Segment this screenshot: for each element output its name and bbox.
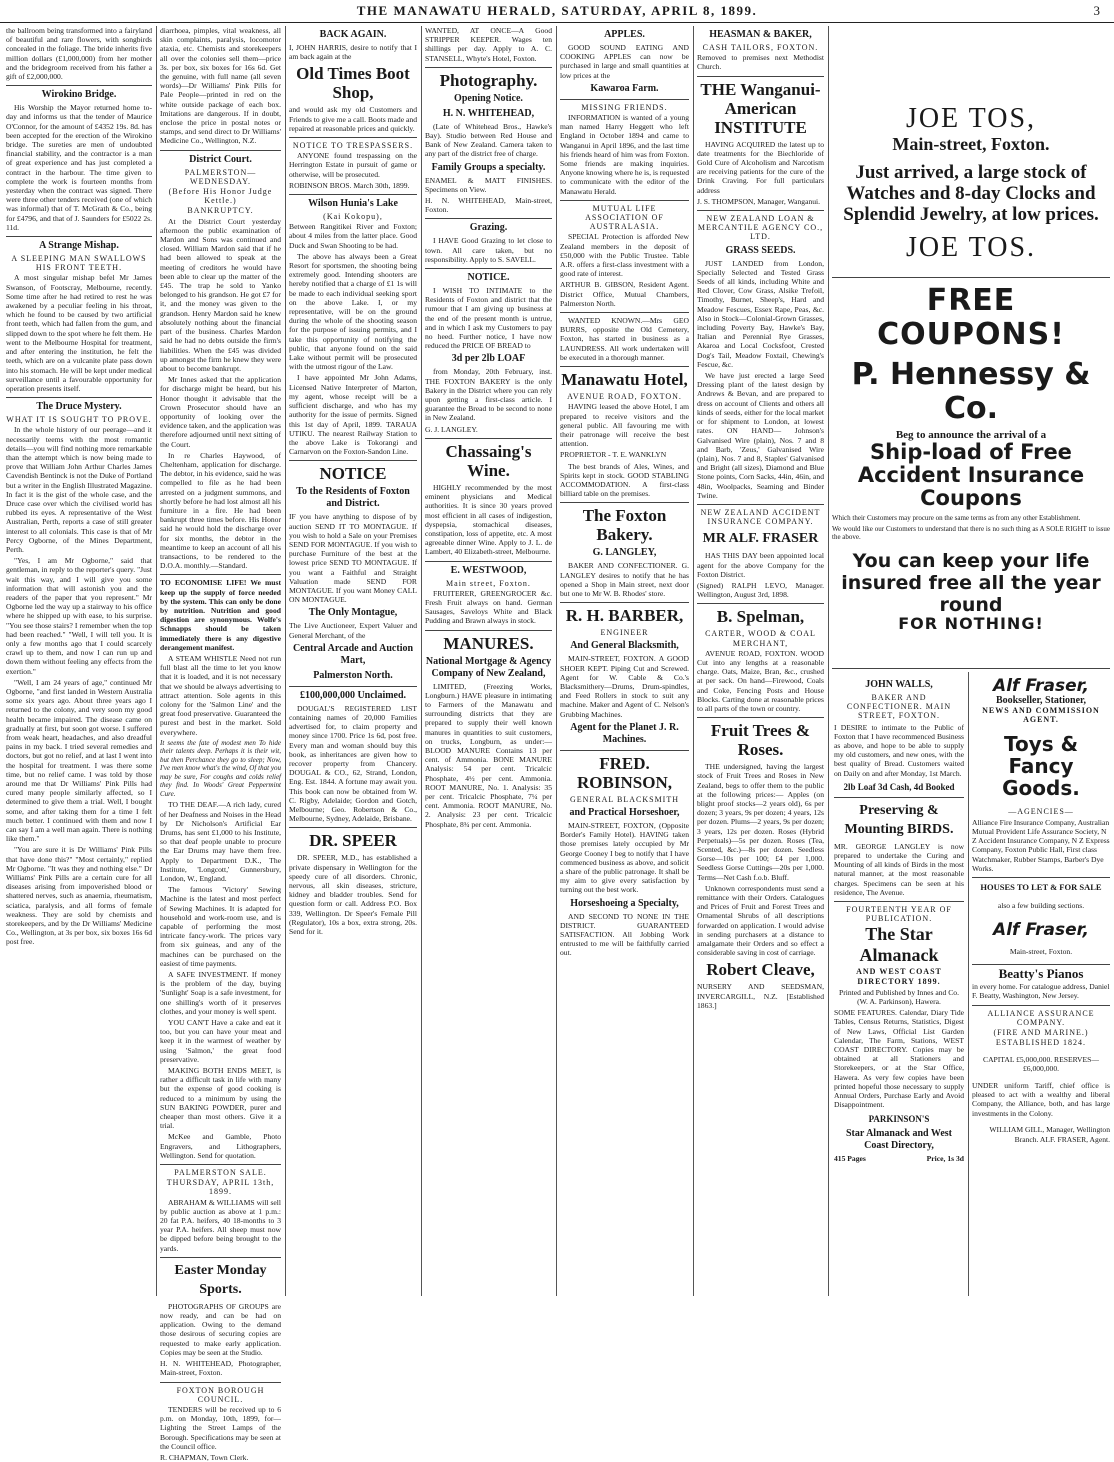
advert-text: CAPITAL £5,000,000. RESERVES—£6,000,000.	[983, 1055, 1099, 1074]
article-text: "Well, I am 24 years of age," continued Mr Ogborne, "and first landed in Western Australia some six years ago. About three years ago I returned to the colony, and very soon my good health became impaired. The disease came on gradually at first, but soon got worse. I suffered from weak heart, headaches, and also dreadful pains in my back. I tried several remedies and doctors, but got no relief, and at last I went into the hospital for treatment. I was there some time, but no relief came. I was told by those around me that Dr Williams' Pink Pills had cured many people similarly affected, so I determined to give them a trial. Well, I bought some, and after taking them for a time I felt much better. I continued with them and now I can say I am a well man again. There is nothing like them."	[6, 677, 152, 844]
article-text: the ballroom being transformed into a fairyland of beautiful and rare flowers, with songbirds concealed in the foliage. The bride inherits five million dollars (£1,000,000) from her mother and the bridegroom received from his father a gift of £2,000,000.	[6, 26, 152, 82]
advert-subheading: CARTER, WOOD & COAL MERCHANT,	[705, 629, 816, 648]
advert-text: Removed to premises next Methodist Church.	[697, 53, 824, 72]
column-rule	[828, 26, 829, 1296]
advert-subheading: (Kai Kokopu),	[323, 212, 383, 222]
advert-text: Between Rangitikei River and Foxton; about 4 miles from the latter place. Good Duck and Swan Shooting to be had.	[289, 222, 417, 250]
advert-text: WANTED, AT ONCE—A Good STRIPPER KEEPER. Wages ten shillings per day. Apply to A. C. STANSELL, Whyte's Hotel, Foxton.	[425, 26, 552, 63]
advert-text: (Late of Whitehead Bros., Hawke's Bay). Studio between Red House and Bank of New Zealand. Camera taken to any part of the district free of charge.	[425, 121, 552, 159]
article-subheading: WHAT IT IS SOUGHT TO PROVE.	[6, 415, 152, 425]
hennessy-nothing: FOR NOTHING!	[898, 613, 1044, 633]
advert-heading: And General Blacksmith,	[570, 640, 679, 652]
advert-heading: DR. SPEER	[309, 831, 397, 851]
advert-heading: Agent for the Planet J. R. Machines.	[570, 721, 679, 745]
column-3	[289, 26, 417, 1296]
advert-text: I HAVE Good Grazing to let close to town. All care taken, but no responsibility. Apply to S. SAVELL.	[425, 236, 552, 264]
article-text: A most singular mishap befel Mr James Swanson, of Footscray, Melbourne, recently. Some time after he had retired to rest he was awakened by a peculiar feeling in his throat, which he found to be caused by two artificial front teeth, which had fallen from the gum, and slipped down to the spot where he felt them. He went to the Melbourne Hospital for treatment, and after entering the institution, he felt the teeth, which are on a vulcanite plate pass down into his stomach. He will be kept under medical surveillance until a favourable opportunity for operation presents itself.	[6, 273, 152, 393]
page-number: 3	[1093, 3, 1100, 18]
advert-heading: GRASS SEEDS.	[725, 244, 796, 256]
advert-text: GOOD SOUND EATING AND COOKING APPLES can now be purchased in large and small quantities at low prices at the	[560, 43, 689, 80]
column-4	[425, 26, 552, 1296]
advert-heading: Beatty's Pianos	[998, 966, 1084, 982]
article-text: diarrhoea, pimples, vital weakness, all skin complaints, paralysis, locomotor ataxia, etc. Chemists and storekeepers all over the colonies sell them—price 3s. per box, six boxes for 16s 6d. Get the genuine, with full name (all seven words)—Dr Williams' Pink Pills for Pale People—printed in red on the white outside package of each box. Imitations are dangerous. If in doubt, enclose the price in postal notes or stamps, and send direct to Dr Williams' Medicine Co., Wellington, N.Z.	[160, 26, 281, 146]
article-heading: The Druce Mystery.	[36, 401, 122, 413]
advert-heading: Fruit Trees & Roses.	[710, 721, 811, 760]
advert-heading: National Mortgage & Agency Company of New Zealand,	[425, 655, 552, 679]
advert-text: I DESIRE to intimate to the Public of Foxton that I have recommenced Business as above, and hope to be able to supply my old customers, and new ones, with the best quality of Bread. Customers waited on Daily on and after Monday, 1st March.	[834, 722, 964, 778]
column-rule	[285, 26, 286, 1296]
advert-heading: BACK AGAIN.	[319, 29, 387, 40]
joe-tos-address: Main-street, Foxton.	[892, 134, 1050, 154]
advert-subheading: —AGENCIES—	[1008, 806, 1074, 816]
advert-text: DOUGAL'S REGISTERED LIST containing names of 20,000 Families advertised for, to claim property and money since 1700. Price 1s 6d, post free. Every man and woman should buy this book, as inheritances are given how to recover property from Chancery. DOUGAL & CO., 62, Strand, London, Eng. Est. 1844. A fortune may await you. This book can now be obtained from W. C. Rigby, Adelaide; Gordon and Gotch, Melbourne; Geo. Robertson & Co., Melbourne, Sydney, Adelaide, Brisbane.	[289, 703, 417, 824]
advert-text: We have just erected a large Seed Dressing plant of the latest design by Andrews & Bevan, and are prepared to dress on account of Clients and others all kinds of seeds, either for the local market or for shipment to London, at lowest rates. ON HAND— Johnson's Galvanised Wire (plain), Nos. 7 and 8 and Barb, 'Zeus,' Galvanised Wire (plain), Nos. 7 and 8, Staples' Galvanised and Bright (all sizes), Diamond and Blue Stone points, Corn Sacks, 44in, 46in, and 48in, Woolpacks, Seaming and Binder Twine.	[697, 371, 824, 500]
article-text: His Worship the Mayor returned home to-day and informs us that the tender of Maurice O'Connor, for the amount of £4352 19s. 8d. has been accepted for the erection of the Wirokino bridge. The sureties are men of undoubted financial stability, and the contractor is a man of great experience and has just completed a contract in the harbour. The time given to complete the work is fourteen months from yesterday when the contract was signed. There were three other tenders received (one of which was informal) that of T. McGrath & Co., being for £4796, and that of J. Saunders for £5022 2s. 11d.	[6, 103, 152, 232]
advert-text: I WISH TO INTIMATE to the Residents of Foxton and district that the rumour that I am giving up business at the end of the present month is untrue, and in which I ask my Customers to pay no heed. Further notice, I have now reduced the PRICE OF BREAD to	[425, 286, 552, 351]
advert-text: from Monday, 20th February, inst. THE FOXTON BAKERY is the only Bakery in the District where you can rely upon getting a first-class article. I guarantee the Bread to be second to none in New Zealand.	[425, 367, 552, 423]
masthead	[0, 0, 1114, 23]
advert-heading: Alf Fraser,	[993, 676, 1089, 696]
advert-heading: 3d per 2lb LOAF	[451, 353, 526, 365]
advert-text: I, JOHN HARRIS, desire to notify that I am back again at the	[289, 43, 417, 62]
advert-heading: NOTICE.	[467, 272, 510, 284]
advert-text: The Live Auctioneer, Expert Valuer and General Merchant, of the	[289, 621, 417, 640]
advert-text: MR. GEORGE LANGLEY is now prepared to undertake the Curing and Mounting of all kinds of Birds in the most natural manner, at the most reasonable charges. Specimens can be seen at his residence, The Avenue.	[834, 841, 964, 897]
advert-heading: JOHN WALLS,	[865, 679, 933, 690]
advert-subheading: CASH TAILORS, FOXTON.	[702, 43, 819, 52]
advert-text: The famous 'Victory' Sewing Machine is the latest and most perfect of Sewing Machines. It is adapted for household and work-room use, and is capable of performing the most intricate fancy-work. The prices vary from six guineas, and any of the machines can be purchased on the easiest of time payments.	[160, 885, 281, 968]
advert-text: Main-street, Foxton.	[1009, 947, 1073, 957]
advert-subheading: ESTABLISHED 1824.	[995, 1038, 1087, 1048]
hennessy-beg: Beg to announce the arrival of a	[895, 429, 1047, 441]
advert-text: ENAMEL & MATT FINISHES. Specimens on View.	[425, 175, 552, 194]
article-heading: Wirokino Bridge.	[41, 89, 117, 101]
advert-text: FRUITERER, GREENGROCER &c. Fresh Fruit always on hand. German Sausages, Saveloys White and Black Pudding and Brawn always in stock.	[425, 588, 552, 626]
advert-subheading: Main street, Foxton.	[446, 578, 531, 588]
advert-text: AND SECOND TO NONE IN THE DISTRICT. GUARANTEED SATISFACTION. All Jobbing Work entrusted to me will be faithfully carried out.	[560, 911, 689, 958]
advert-heading: Robert Cleave,	[706, 960, 815, 980]
advert-signature: H. N. WHITEHEAD, Photographer, Main-street, Foxton.	[160, 1359, 281, 1378]
advert-heading: MANURES.	[443, 633, 534, 653]
advert-heading: MR ALF. FRASER	[702, 531, 819, 547]
advert-heading: PALMERSTON SALE.	[174, 1168, 267, 1178]
article-text: At the District Court yesterday afternoon the public examination of Mardon and Sons was continued and closed. William Mardon said that if he had been allowed to speak at the meeting of creditors he would have been able to clear up the matter of the £45. The trap he sold to Yanko belonged to his grandson. He got £7 for it, and the money was given to the grandson. Henry Mardon said he knew absolutely nothing about the financial part of the business. Charles Mardon said he had no debts outside the firm's liabilities. When the £45 was divided up amongst the firm he knew they were about to become bankrupt.	[160, 216, 281, 373]
column-2	[160, 26, 281, 1462]
advert-subheading: GENERAL BLACKSMITH	[569, 794, 680, 804]
advert-text: SOME FEATURES. Calendar, Diary Tide Tables, Census Returns, Statistics, Digest of New Laws, Official List Garden Calendar, The Farm, Stations, WEST COAST DIRECTORY. Copies may be obtained at all Stationers and Storekeepers, or at the Star Office, Hawera. As very few copies have been printed hopeful those necessary to supply Annual Orders, Purchase Early and Avoid Disappointment.	[834, 1008, 964, 1110]
advert-heading: Central Arcade and Auction Mart,	[292, 642, 414, 666]
advert-text: in every home. For catalogue address, Daniel F. Beatty, Washington, New Jersey.	[972, 982, 1110, 1001]
advert-text: JUST LANDED from London, Specially Selected and Tested Grass Seeds of all kinds, including White and Red Clover, Cow Grass, Alsike Trefoil, Timothy, Burnet, Sheep's, Hard and Meadow Fescues, Essex Rape, Peas, &c. Also in Stock—Colonial-Grown Grasses, including Poverty Bay, Hawke's Bay, Italian and Perennial Rye Grasses, Akaroa and Local Cocksfoot, Crested Dog's Tail, Meadow Foxtail, Chewing's Fescue, &c.	[697, 258, 824, 369]
advert-signature: R. CHAPMAN, Town Clerk.	[160, 1452, 249, 1462]
advert-heading: ALLIANCE ASSURANCE COMPANY.	[987, 1008, 1095, 1027]
advert-heading: Grazing.	[469, 222, 508, 234]
advert-text: The above has always been a Great Resort for sportsmen, the shooting being extremely good. Intending shooters are hereby notified that a charge of £1 1s will be made to each individual seeking sport on the above Lake. I, or my representative, will be on the ground during the whole of the shooting season for the purpose of issuing permits, and I take this opportunity of notifying the public, that anyone found on the said Lake without permit will be prosecuted with the utmost rigour of the Law.	[289, 251, 417, 372]
advert-heading: Toys & Fancy Goods.	[1002, 731, 1080, 800]
newspaper-title: THE MANAWATU HERALD, SATURDAY, APRIL 8, 1899.	[356, 3, 758, 18]
advert-text: Price, 1s 3d	[926, 1153, 964, 1163]
advert-heading: NOTICE TO TRESPASSERS.	[292, 141, 414, 151]
joe-tos-text: Just arrived, a large stock of Watches and 8-day Clocks and Splendid Jewelry, at low prices.	[843, 162, 1099, 225]
advert-poem: It seems the fate of modest men To hide their talents deep. Perhaps it is their wit, but then Perchance they go to sleep; Now, I've men know what's the wind, Of that you may be sure, For coughs and colds relief they find. In Woods' Great Peppermint Cure.	[160, 738, 281, 798]
column-rule	[968, 672, 969, 1296]
advert-text: I have appointed Mr John Adams, Licensed Native Interpreter of Marton, my agent, whose receipt will be a sufficient discharge, and who has my authority for the issue of permits. Signed this 1st day of April, 1899. TARAUA UTIKU. The nearest Railway Station to the above Lake is Tokorangi and Carnarvon on the Foxton-Sandon Line.	[289, 373, 417, 457]
advert-text: UNDER uniform Tariff, chief office is pleased to act with a wealthy and liberal Company, the Alliance, both, and has large investments in the Colony.	[972, 1081, 1110, 1118]
advert-signature: H. N. WHITEHEAD, Main-street, Foxton.	[425, 196, 552, 215]
advert-heading: B. Spelman,	[716, 607, 805, 627]
advert-text: YOU CAN'T Have a cake and eat it too, but you can have your meat and keep it in the warmest of weather by using 'Salmon,' the great food preservative.	[160, 1018, 281, 1064]
article-text: Mr Innes asked that the application for discharge might be heard, but his Honor thought it advisable that the Crown Prosecutor should have an opportunity of looking over the evidence taken, and the application was therefore adjourned until next sitting of the Court.	[160, 375, 281, 449]
advert-text: IF you have anything to dispose of by auction SEND IT TO MONTAGUE. If you wish to hold a Sale on your Premises SEND FOR MONTAGUE. If you wish to purchase Furniture of the best at the lowest price SEND TO MONTAGUE. If you want a Faithful and Straight Valuation made SEND FOR MONTAGUE. If you want Money CALL ON MONTAGUE.	[289, 512, 417, 605]
advert-heading: G. LANGLEY,	[592, 547, 657, 559]
column-7b	[972, 676, 1110, 1296]
article-heading: District Court.	[189, 153, 252, 165]
advert-text: HAVING leased the above Hotel, I am prepared to receive visitors and the general public. All favouring me with their patronage will receive the best attention.	[560, 402, 689, 449]
advert-text: WANTED KNOWN.—Mrs GEO BURRS, opposite the Old Cemetery, Foxton, has started in business as a LAUNDRESS. All work undertaken will be executed in a thorough manner.	[560, 316, 689, 362]
advert-heading: Photography.	[439, 70, 538, 90]
advert-text: Printed and Published by Innes and Co. (W. A. Parkinson), Hawera.	[838, 987, 959, 1007]
advert-heading: H. N. WHITEHEAD,	[442, 107, 535, 119]
advert-text: TO THE DEAF.—A rich lady, cured of her Deafness and Noises in the Head by Dr Nicholson's Artificial Ear Drums, has sent £1,000 to his Institute, so that deaf people unable to procure the Ear Drums may have them free. Apply to Department D.K., The Institute, 'Longcott,' Gunnersbury, London, W., England.	[160, 800, 281, 883]
advert-heading: Kawaroa Farm.	[590, 82, 659, 94]
joe-tos-heading: JOE TOS,	[905, 103, 1037, 134]
article-text: In re Charles Haywood, of Cheltenham, application for discharge. The debtor, in his evidence, said he was compelled to file as he had been arrested on a judgment summons, and shortly before he had lost almost all his furniture in a fire. He had been bankrupt three times before. His Honor said he would hold the discharge over for six months, the debtor in the meantime to keep an account of all his transactions, to be rendered to the D.O.A. monthly.—Standard.	[160, 450, 281, 571]
advert-text: BAKER AND CONFECTIONER. G. LANGLEY desires to notify that he has opened a Shop in Main street, next door but one to Mr W. B. Rhodes' store.	[560, 561, 689, 598]
advert-subheading: AND WEST COAST DIRECTORY 1899.	[856, 967, 942, 986]
advert-heading: Star Almanack and West Coast Directory,	[845, 1127, 953, 1151]
advert-text: The best brands of Ales, Wines, and Spirits kept in stock. GOOD STABLING ACCOMMODATION. A first-class billiard table on the premises.	[560, 461, 689, 499]
advert-heading: PARKINSON'S	[868, 1113, 930, 1124]
article-subheading: A SLEEPING MAN SWALLOWS HIS FRONT TEETH.	[11, 254, 147, 273]
advert-text: DR. SPEER, M.D., has established a private dispensary in Wellington for the speedy cure of all disorders. Chronic, nervous, all skin diseases, stricture, kidney and bladder troubles. Send for question form or call. Address P.O. Box 339, Wellington. Dr Speer's Female Pill (Regulator), 10s a box, extra strong, 20s. Send for it.	[289, 853, 417, 937]
advert-heading: £100,000,000 Unclaimed.	[299, 689, 407, 701]
advert-heading: Alf Fraser,	[993, 919, 1089, 940]
advert-text: TO ECONOMISE LIFE! We must keep up the supply of force needed by the system. This can only be done by nutrition. Nutrition and good digestion are synonymous. Wolfe's Schnapps should be taken immediately there is any digestive derangement manifest.	[160, 578, 281, 652]
hennessy-we: We would like our Customers to understand that there is no such thing as A SOLE RIGHT to issue the above.	[832, 524, 1110, 541]
advert-heading: APPLES.	[604, 29, 645, 40]
hennessy-heading: P. Hennessy & Co.	[851, 357, 1091, 426]
advert-text: also a few building sections.	[997, 900, 1085, 910]
advert-heading: Palmerston North.	[313, 669, 393, 681]
advert-text: TENDERS will be received up to 6 p.m. on Monday, 10th, 1899, for—Lighting the Street Lamps of the Borough. Specifications may be seen at the Council office.	[160, 1404, 281, 1451]
advert-heading: THURSDAY, APRIL 13th, 1899.	[166, 1178, 275, 1197]
advert-heading: Wilson Hunia's Lake	[308, 198, 398, 210]
advert-heading: HOUSES TO LET & FOR SALE	[980, 882, 1102, 893]
advert-heading: NEW ZEALAND LOAN & MERCANTILE AGENCY CO., LTD.	[697, 214, 824, 242]
hennessy-which: Which their Customers may procure on the same terms as from any other Establishment.	[832, 514, 1081, 522]
advert-text: McKee and Gamble, Photo Engravers, and Lithographers, Wellington. Send for quotation.	[160, 1132, 281, 1160]
advert-text: HAVING ACQUIRED the latest up to date treatments for the Biechloride of Gold Cure of Alcoholism and Narcotism are receiving patients for the cure of the Drink Craving. For full particulars address	[697, 139, 824, 195]
advert-text: MAIN-STREET, FOXTON, (Opposite Border's Family Hotel). HAVING taken those premises lately occupied by Mr George Cooney I beg to notify that I have commenced business as above, and solicit a share of the public patronage. It shall be my aim to give every satisfaction by turning out the best work.	[560, 820, 689, 895]
advert-subheading: NEWS AND COMMISSION AGENT.	[982, 706, 1100, 725]
advert-subheading: BAKER AND CONFECTIONER. MAIN STREET, FOXTON.	[846, 693, 952, 721]
joe-tos-footer: JOE TOS.	[905, 232, 1037, 263]
hennessy-life: You can keep your life insured free all the year round	[841, 549, 1101, 616]
article-subheading: BANKRUPTCY.	[187, 206, 254, 216]
free-coupons-heading: FREE COUPONS!	[877, 283, 1065, 352]
advert-text: 415 Pages	[834, 1153, 866, 1163]
article-text: In the whole history of our peerage—and it necessarily teems with the most romantic details—you will find nothing more remarkable than the attempt which is now being made to prove that William John Arthur Charles James Cavendish Bentinck is not the Duke of Portland but a writer in the English Illustrated Magazine. In fact it is the gist of the whole case, and the Druce case over which the civilised world has rubbed its eyes. A representative of the West Australian, Perth, reports a case of still greater interest to all colonials. This case is that of Mr Percy Ogborne, of the Mines Department, Perth.	[6, 425, 152, 554]
column-rule	[421, 26, 422, 1296]
advert-heading: THE Wanganui-American INSTITUTE	[700, 79, 821, 137]
article-heading: A Strange Mishap.	[39, 240, 119, 252]
advert-heading: The Foxton Bakery.	[582, 506, 667, 545]
advert-subheading: AVENUE ROAD, FOXTON.	[567, 392, 682, 402]
advert-subheading: FOURTEENTH YEAR OF PUBLICATION.	[846, 905, 952, 924]
advert-heading: 2lb Loaf 3d Cash, 4d Booked	[843, 781, 955, 792]
advert-text: PHOTOGRAPHS OF GROUPS are now ready, and can be had on application. Owing to the demand those desirous of securing copies are requested to make early application. Copies may be seen at the Studio.	[160, 1301, 281, 1357]
advert-text: LIMITED, (Freezing Works, Longburn.) HAVE pleasure in intimating to Farmers of the Manawatu and surrounding districts that they are prepared to supply their well known manures in quantities to suit customers, on trucks, Longburn, as under:— BLOOD MANURE Contains 13 per cent. of Ammonia. BONE MANURE Analysis: 54 per cent. Tricalcic Phosphate, 4½ per cent. Ammonia. ROOT MANURE, No. 1. Analysis: 35 per cent. Tricalcic Phosphate, 7¼ per cent. Ammonia. ROOT MANURE, No. 2. Analysis: 23 per cent. Tricalcic Phosphate, 8¾ per cent. Ammonia.	[425, 681, 552, 829]
advert-text: Alliance Fire Insurance Company, Australian Mutual Provident Life Assurance Society, N Z Accident Insurance Company, N Z Express Company, Foxton Public Hall, First class Watchmaker, Rubber Stamps, Barber's Dye Works.	[972, 817, 1110, 873]
advert-heading: To the Residents of Foxton and District.	[296, 486, 410, 510]
advert-heading: HEASMAN & BAKER,	[709, 29, 812, 40]
advert-heading: Chassaing's Wine.	[445, 441, 532, 480]
advert-text: A STEAM WHISTLE Need not run full blast all the time to let you know that it is loaded, and it is not necessary that we should be always advertising to attract attention. Sole agents in this colony for the 'Salmon Line' and the great food preservative. Guaranteed the purest and best in the market. Sold everywhere.	[160, 654, 281, 737]
advert-heading: Preserving & Mounting BIRDS.	[844, 802, 954, 837]
advert-heading: Family Groups a specialty.	[431, 161, 546, 173]
advert-heading: FRED. ROBINSON,	[577, 753, 672, 792]
column-rule	[556, 26, 557, 1296]
advert-text: MAIN-STREET, FOXTON. A GOOD SHOER KEPT. Piping Cut and Screwed. Agent for W. Cable & Co.'s Blacksmithery—Drums, Drum-spindles, and Feed Rollers in stock to suit any machine. Maker and Agent of C. Nelson's Grubbing Machines.	[560, 654, 689, 719]
advert-signature: G. J. LANGLEY.	[425, 424, 478, 434]
advert-signature: (Signed) RALPH LEVO, Manager. Wellington, August 3rd, 1898.	[697, 580, 824, 600]
advert-text: and would ask my old Customers and Friends to give me a call. Boots made and repaired at reasonable prices and quickly.	[289, 105, 417, 133]
advert-heading: Horseshoeing a Specialty,	[570, 897, 679, 909]
column-7a	[834, 676, 964, 1296]
article-subheading: (Before His Honor Judge Kettle.)	[168, 187, 273, 206]
advert-heading: MISSING FRIENDS.	[581, 102, 668, 112]
advert-signature: J. S. THOMPSON, Manager, Wanganui.	[697, 196, 821, 206]
column-rule	[156, 26, 157, 1296]
advert-heading: NOTICE	[319, 464, 387, 484]
advert-heading: and Practical Horseshoer,	[569, 806, 680, 818]
advert-heading: Manawatu Hotel,	[561, 370, 688, 390]
advert-heading: NEW ZEALAND ACCIDENT INSURANCE COMPANY.	[700, 507, 821, 527]
column-6	[697, 26, 824, 1296]
advert-text: AVENUE ROAD, FOXTON. WOOD Cut into any lengths at a reasonable charge. Oats, Maize, Bran, &c., crushed at per sack. On hand—Firewood, Coals and Coke, Fencing Posts and House Blocks. Carting done at reasonable prices to all parts of the town or country.	[697, 648, 824, 713]
advert-heading: MUTUAL LIFE ASSOCIATION OF AUSTRALASIA.	[585, 203, 664, 232]
column-rule	[693, 26, 694, 1296]
advert-signature: PROPRIETOR - T. E. WANKLYN	[560, 450, 667, 460]
hennessy-ship: Ship-load of Free Accident Insurance Coupons	[857, 440, 1085, 510]
advert-heading: Bookseller, Stationer,	[995, 695, 1087, 706]
advert-heading: The Star Almanack	[859, 924, 939, 966]
advert-text: ANYONE found trespassing on the Herrington Estate in pursuit of game or otherwise, will be prosecuted.	[289, 151, 417, 179]
advert-heading: The Only Montague,	[308, 607, 398, 619]
column-1	[6, 26, 152, 1296]
advert-text: HIGHLY recommended by the most eminent physicians and Medical authorities. It is since 30 years proved most efficient in all cases of indigestion, dyspepsia, stomachical diseases, constipation, loss of appetite, etc. A most agreeable dinner Wine. Apply to J. L. de Lambert, 40 Elizabeth-street, Melbourne.	[425, 482, 552, 557]
advert-heading: R. H. BARBER,	[565, 606, 684, 626]
advert-heading: Opening Notice.	[454, 92, 523, 104]
advert-text: A SAFE INVESTMENT. If money is the problem of the day, buying 'Sunlight' Soap is a safe investment, for one shilling's worth of it preserves clothes, and your money is well spent.	[160, 969, 281, 1016]
article-subheading: PALMERSTON—WEDNESDAY.	[184, 167, 257, 186]
advert-text: INFORMATION is wanted of a young man named Harry Heggett who left England in October 1894 and came to Wanganui in April 1896, and the last time his friends heard of him was from Foxton. Some friends are making inquiries. Anyone knowing where he is, is requested to communicate with the editor of the Manawatu Herald.	[560, 113, 689, 196]
article-text: "You are sure it is Dr Williams' Pink Pills that have done this?" "Most certainly," replied Mr Ogborne. "It was they and nothing else." Dr Williams' Pink Pills are a certain cure for all diseases arising from impoverished blood or shattered nerves, such as anaemia, rheumatism, sciatica, paralysis, and all forms of female weakness. They are sold by chemists and storekeepers, and by the Dr Williams' Medicine Co., Wellington, at 3s per box, six boxes 16s 6d post free.	[6, 845, 152, 947]
advert-signature: WILLIAM GILL, Manager, Wellington Branch. ALF. FRASER, Agent.	[989, 1125, 1110, 1144]
article-text: "Yes, I am Mr Ogborne," said that gentleman, in reply to the reporter's query. "Just wait this way, and I will give you some information that will astonish you and the readers of the paper that you represent." Mr Ogborne led the way up a stairway to his office where he shipped up with ease, to his surprise. "You see those stairs? I remember when the top had been reached." "Well, I will tell you. It is only a few months ago that I could scarcely crawl up to them, and now I can run up and down them without feeling any effects from the exertion."	[6, 556, 152, 676]
advert-text: NURSERY AND SEEDSMAN, INVERCARGILL, N.Z. [Established 1863.]	[697, 982, 824, 1010]
advert-signature: ROBINSON BROS. March 30th, 1899.	[289, 180, 410, 190]
advert-text: THE undersigned, having the largest stock of Fruit Trees and Roses in New Zealand, begs to offer them to the public at the following prices:— Apples (on blight proof stocks—2 years old), 6s per dozen; 3 years, 9s per dozen; 4 years, 12s per dozen. Plums—2 years, 9s per dozen; 3 years, 12s per dozen. Roses (Hybrid Perpetuals)—5s per dozen. Roses (Tea, Scented, &c.)—8s per dozen. Seedless Gorse—10s per 100; £4 per 1,000. Seedless Gorse Cuttings—20s per 1,000. Terms—Net Cash f.o.b. Bluff.	[697, 762, 824, 882]
advert-signature: ARTHUR B. GIBSON, Resident Agent. District Office, Mutual Chambers, Palmerston North.	[560, 280, 689, 308]
advert-heading: Easter Monday Sports.	[174, 1262, 267, 1297]
advert-text: MAKING BOTH ENDS MEET, is rather a difficult task in life with many but the expense of good cooking is reduced to a minimum by using the SUN BAKING POWDER, purer and cheaper than most others. Give it a trial.	[160, 1066, 281, 1131]
advert-text: ABRAHAM & WILLIAMS will sell by public auction as above at 1 p.m.: 20 fat P.A. heifers, 40 18-months to 3 year P.A. heifers. All sheep must now be dipped before being brought to the yards.	[160, 1197, 281, 1253]
advert-heading: E. WESTWOOD,	[450, 564, 527, 576]
advert-text: SPECIAL Protection is afforded New Zealand members in the deposit of £50,000 with the Public Trustee. Table A.R. offers a first-class investment with a good rate of interest.	[560, 232, 689, 279]
advert-subheading: (FIRE AND MARINE.)	[993, 1028, 1089, 1038]
column-5	[560, 26, 689, 1296]
advert-heading: FOXTON BOROUGH COUNCIL.	[176, 1385, 265, 1404]
advert-heading: Old Times Boot Shop,	[296, 64, 410, 103]
advert-subheading: ENGINEER	[600, 628, 649, 638]
advert-text: HAS THIS DAY been appointed local agent for the above Company for the Foxton District.	[697, 551, 824, 579]
advert-text: Unknown correspondents must send a remittance with their Orders. Catalogues and Prices of Fruit and Forest Trees and Ornamental Shrubs of all descriptions forwarded on application. I would advise in sending purchasers at a distance to amalgamate their Orders and so effect a considerable saving in cost of carriage.	[697, 883, 824, 958]
